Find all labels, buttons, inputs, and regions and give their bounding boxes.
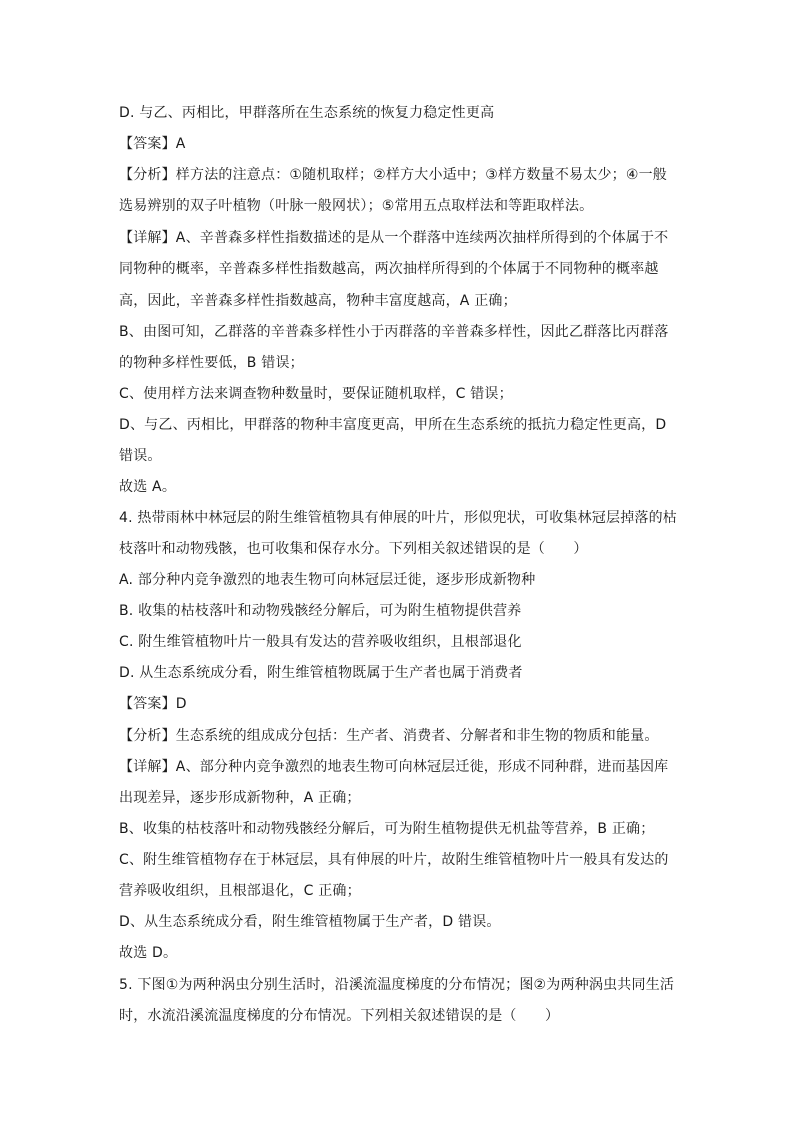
explanation-line: B、由图可知，乙群落的辛普森多样性小于丙群落的辛普森多样性，因此乙群落比丙群落: [119, 324, 669, 340]
explanation-line: D、与乙、丙相比，甲群落的物种丰富度更高，甲所在生态系统的抵抗力稳定性更高，D: [119, 417, 667, 433]
option-b-line: B. 收集的枯枝落叶和动物残骸经分解后，可为附生植物提供营养: [119, 603, 522, 619]
analysis-line: 【分析】生态系统的组成成分包括：生产者、消费者、分解者和非生物的物质和能量。: [119, 728, 659, 744]
explanation-line: C、使用样方法来调查物种数量时，要保证随机取样，C 错误；: [119, 386, 513, 402]
explanation-line: 错误。: [119, 448, 162, 464]
explanation-line: 的物种多样性要低，B 错误；: [119, 355, 304, 371]
option-d-line: D. 与乙、丙相比，甲群落所在生态系统的恢复力稳定性更高: [119, 105, 495, 121]
explanation-line: C、附生维管植物存在于林冠层，具有伸展的叶片，故附生维管植物叶片一般具有发达的: [119, 852, 669, 868]
choice-line: 故选 A。: [119, 479, 177, 495]
question-4-line: 枝落叶和动物残骸，也可收集和保存水分。下列相关叙述错误的是（ ）: [119, 541, 588, 557]
explanation-line: 【详解】A、辛普森多样性指数描述的是从一个群落中连续两次抽样所得到的个体属于不: [119, 230, 669, 246]
analysis-line: 【分析】样方法的注意点：①随机取样；②样方大小适中；③样方数量不易太少；④一般: [119, 167, 668, 183]
choice-line: 故选 D。: [119, 945, 178, 961]
explanation-line: B、收集的枯枝落叶和动物残骸经分解后，可为附生植物提供无机盐等营养，B 正确；: [119, 821, 655, 837]
question-5-line: 5. 下图①为两种涡虫分别生活时，沿溪流温度梯度的分布情况；图②为两种涡虫共同生活: [119, 977, 675, 993]
explanation-line: 营养吸收组织，且根部退化，C 正确；: [119, 883, 361, 899]
explanation-line: 【详解】A、部分种内竞争激烈的地表生物可向林冠层迁徙，形成不同种群，进而基因库: [119, 759, 669, 775]
explanation-line: 同物种的概率，辛普森多样性指数越高，两次抽样所得到的个体属于不同物种的概率越: [119, 261, 659, 277]
explanation-line: 出现差异，逐步形成新物种，A 正确；: [119, 790, 361, 806]
answer-line: 【答案】A: [119, 136, 186, 152]
option-d-line: D. 从生态系统成分看，附生维管植物既属于生产者也属于消费者: [119, 665, 523, 681]
explanation-line: 高，因此，辛普森多样性指数越高，物种丰富度越高，A 正确；: [119, 293, 517, 309]
answer-line: 【答案】D: [119, 696, 187, 712]
option-c-line: C. 附生维管植物叶片一般具有发达的营养吸收组织，且根部退化: [119, 634, 522, 650]
question-4-line: 4. 热带雨林中林冠层的附生维管植物具有伸展的叶片，形似兜状，可收集林冠层掉落的枯: [119, 510, 678, 526]
question-5-line: 时，水流沿溪流温度梯度的分布情况。下列相关叙述错误的是（ ）: [119, 1008, 560, 1024]
analysis-line: 选易辨别的双子叶植物（叶脉一般网状）；⑤常用五点取样法和等距取样法。: [119, 198, 594, 214]
explanation-line: D、从生态系统成分看，附生维管植物属于生产者，D 错误。: [119, 914, 501, 930]
option-a-line: A. 部分种内竞争激烈的地表生物可向林冠层迁徙，逐步形成新物种: [119, 572, 536, 588]
